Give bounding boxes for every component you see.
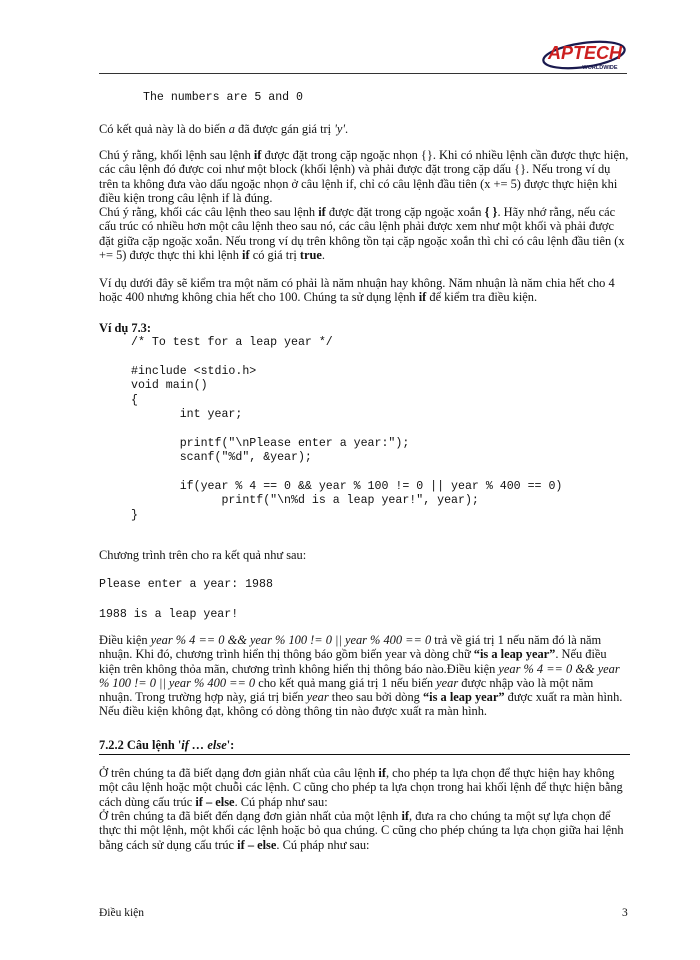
code-line: #include <stdio.h> [131,364,257,378]
brand-subtext: WORLDWIDE [582,65,618,71]
paragraph-output-intro: Chương trình trên cho ra kết quả như sau: [99,548,307,562]
section-heading: 7.2.2 Câu lệnh 'if … else': [99,738,630,755]
paragraph-condition-explain: Điều kiện year % 4 == 0 && year % 100 != 0 || year % 400 == 0 trả về giá trị 1 nếu năm đó là năm nhuận. Khi đó, chương trình hiển thị thông báo gồm biến year và dòng chữ “is a leap year”. Nếu điều kiện trên không thỏa mãn, chương trình không hiển thị thông báo nào.Điều kiện year % 4 == 0 && year % 100 != 0 || year % 400 == 0 cho kết quả mang giá trị 1 nếu biến year được nhập vào là một năm nhuận. Trong trường hợp này, giá trị biến year theo sau bởi dòng “is a leap year” được xuất ra màn hình. Nếu điều kiện không đạt, không có dòng thông tin nào được xuất ra màn hình. [99,633,623,719]
numbers-output: The numbers are 5 and 0 [143,91,304,104]
program-output-prompt: Please enter a year: 1988 [99,578,273,591]
code-block [131,336,562,523]
program-output-result: 1988 is a leap year! [99,608,239,621]
example-label: Ví dụ 7.3: [99,321,151,335]
code-line: /* To test for a leap year */ [131,336,333,349]
footer-chapter-title: Điều kiện [99,907,145,919]
header-rule [99,73,627,74]
code-line: scanf("%d", &year); [131,451,312,465]
code-line: printf("\n%d is a leap year!", year); [131,494,479,508]
paragraph-if-else-2: Ở trên chúng ta đã biết đến dạng đơn giản nhất của một lệnh if, đưa ra cho chúng ta một sự lựa chọn để thực thi một lệnh, một khối các lệnh hoặc bỏ qua chúng. C cũng cho phép chúng ta lựa chọn giữa hai lệnh bằng cách sử dụng cấu trúc if – else. Cú pháp như sau: [99,809,624,852]
code-line [131,422,562,436]
paragraph-leap-intro: Ví dụ dưới đây sẽ kiểm tra một năm có phải là năm nhuận hay không. Năm nhuận là năm chia hết cho 4 hoặc 400 nhưng không chia hết cho 100. Chúng ta sử dụng lệnh if để kiểm tra điều kiện. [99,276,615,305]
code-line: { [131,393,138,407]
page-number: 3 [622,907,628,919]
code-line: printf("\nPlease enter a year:"); [131,436,410,450]
paragraph-result: Có kết quả này là do biến a đã được gán giá trị 'y'. [99,122,349,136]
paragraph-block-note: Chú ý rằng, khối lệnh sau lệnh if được đặt trong cặp ngoặc nhọn {}. Khi có nhiều lệnh cần được thực hiện, các câu lệnh đó được coi như một block (khối lệnh) và phải được đặt trong cặp dấu {}. Nếu trong ví dụ trên ta không đưa vào dấu ngoặc nhọn ở câu lệnh if, chỉ có câu lệnh đầu tiên (x += 5) được thực hiện khi điều kiện trong câu lệnh if là đúng. [99,148,629,205]
paragraph-braces-note: Chú ý rằng, khối các câu lệnh theo sau lệnh if được đặt trong cặp ngoặc xoắn { }. Hãy nhớ rằng, nếu các cấu trúc có nhiều hơn một câu lệnh theo sau nó, các câu lệnh phải được xem như một khối và phải được đặt giữa cặp ngoặc xoắn. Nếu trong ví dụ trên không tồn tại cặp ngoặc xoắn thì chỉ có câu lệnh đầu tiên (x += 5) được thực thi khi lệnh if có giá trị true. [99,205,625,262]
code-line: void main() [131,379,208,393]
paragraph-if-else-1: Ở trên chúng ta đã biết dạng đơn giản nhất của câu lệnh if, cho phép ta lựa chọn để thực hiện hay không một câu lệnh hoặc một chuỗi các lệnh. C cũng cho phép ta lựa chọn trong hai khối lệnh để thực hiện bằng cách dùng cấu trúc if – else. Cú pháp như sau: [99,766,623,809]
code-line [131,466,562,480]
aptech-logo [540,40,630,72]
code-line: if(year % 4 == 0 && year % 100 != 0 || year % 400 == 0) [131,479,563,493]
brand-text: APTECH [547,43,623,63]
aptech-logo-graphic [540,40,630,72]
code-line: int year; [131,407,243,421]
code-line: } [131,508,138,522]
code-line [131,350,562,364]
